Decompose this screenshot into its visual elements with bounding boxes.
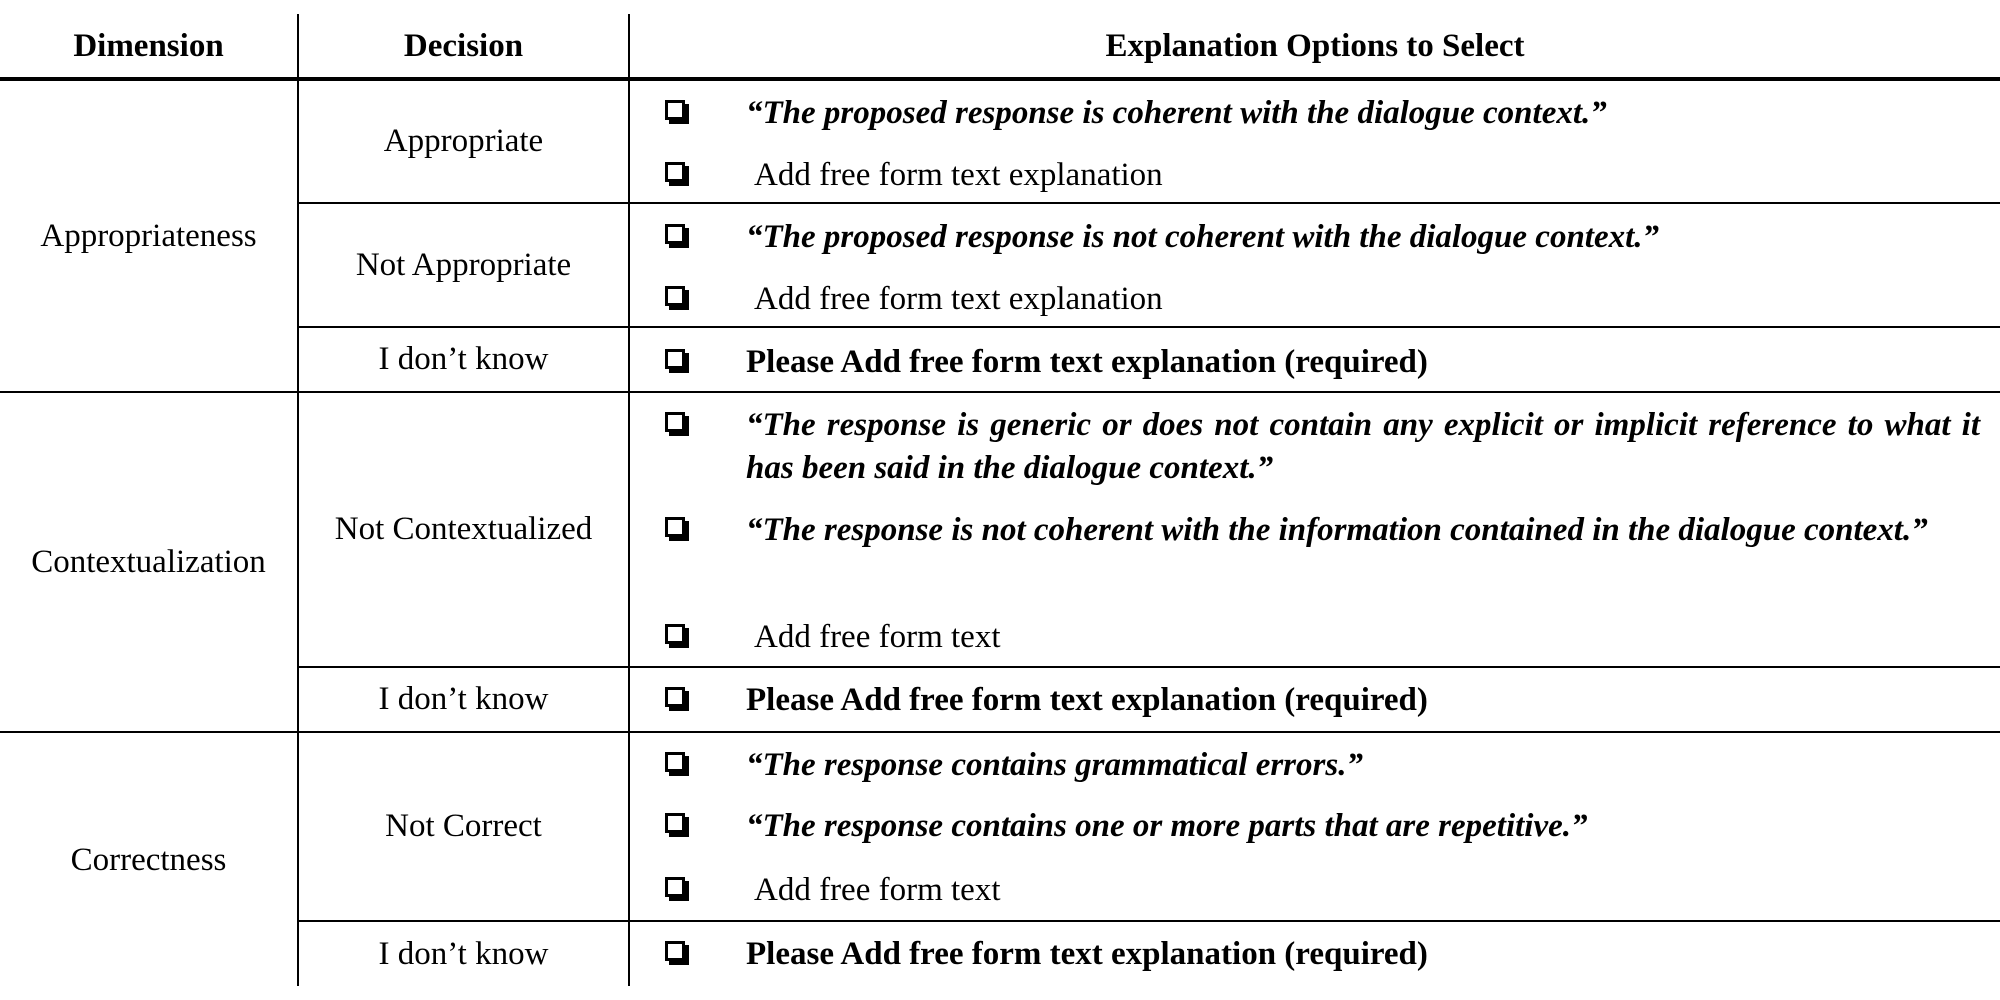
header-decision: Decision [403, 27, 524, 64]
option-text: “The response contains one or more parts that are repetitive.” [746, 808, 1588, 844]
option-text: Add free form text [754, 872, 1001, 908]
dimension-contextualization: Contextualization [31, 543, 266, 580]
checkbox-icon[interactable] [665, 624, 685, 644]
checkbox-icon[interactable] [665, 286, 685, 306]
option-text: “The response contains grammatical errors.” [746, 747, 1363, 783]
checkbox-icon[interactable] [665, 224, 685, 244]
option-text: Please Add free form text explanation (required) [746, 344, 1428, 380]
decision-dont-know: I don’t know [378, 341, 549, 377]
checkbox-icon[interactable] [665, 100, 685, 120]
option-text: Add free form text explanation [754, 281, 1163, 317]
option-text: “The proposed response is coherent with the dialogue context.” [746, 95, 1607, 131]
decision-appropriate: Appropriate [383, 123, 544, 159]
checkbox-icon[interactable] [665, 687, 685, 707]
option-text: Please Add free form text explanation (required) [746, 936, 1428, 972]
column-divider-2 [628, 14, 630, 986]
header-dimension: Dimension [73, 27, 224, 64]
checkbox-icon[interactable] [665, 517, 685, 537]
checkbox-icon[interactable] [665, 162, 685, 182]
decision-dont-know: I don’t know [378, 936, 549, 972]
checkbox-icon[interactable] [665, 752, 685, 772]
decision-not-correct: Not Correct [385, 808, 542, 844]
decision-not-appropriate: Not Appropriate [355, 246, 572, 283]
dimension-appropriateness: Appropriateness [40, 217, 257, 254]
option-text: Please Add free form text explanation (required) [746, 682, 1428, 718]
checkbox-icon[interactable] [665, 813, 685, 833]
checkbox-icon[interactable] [665, 412, 685, 432]
option-text: “The proposed response is not coherent with the dialogue context.” [746, 219, 1660, 255]
option-text: “The response is not coherent with the information contained in the dialogue context.” [746, 512, 1928, 548]
option-text: Add free form text [754, 619, 1001, 655]
option-text: “The response is generic or does not contain any explicit or implicit reference to what it has been said in the dialogue context.” [746, 407, 1980, 486]
checkbox-icon[interactable] [665, 941, 685, 961]
option-text: Add free form text explanation [754, 157, 1163, 193]
header-explanation: Explanation Options to Select [1105, 27, 1525, 64]
checkbox-icon[interactable] [665, 349, 685, 369]
dimension-correctness: Correctness [70, 841, 227, 878]
decision-not-contextualized: Not Contextualized [334, 511, 593, 547]
checkbox-icon[interactable] [665, 877, 685, 897]
decision-dont-know: I don’t know [378, 681, 549, 717]
